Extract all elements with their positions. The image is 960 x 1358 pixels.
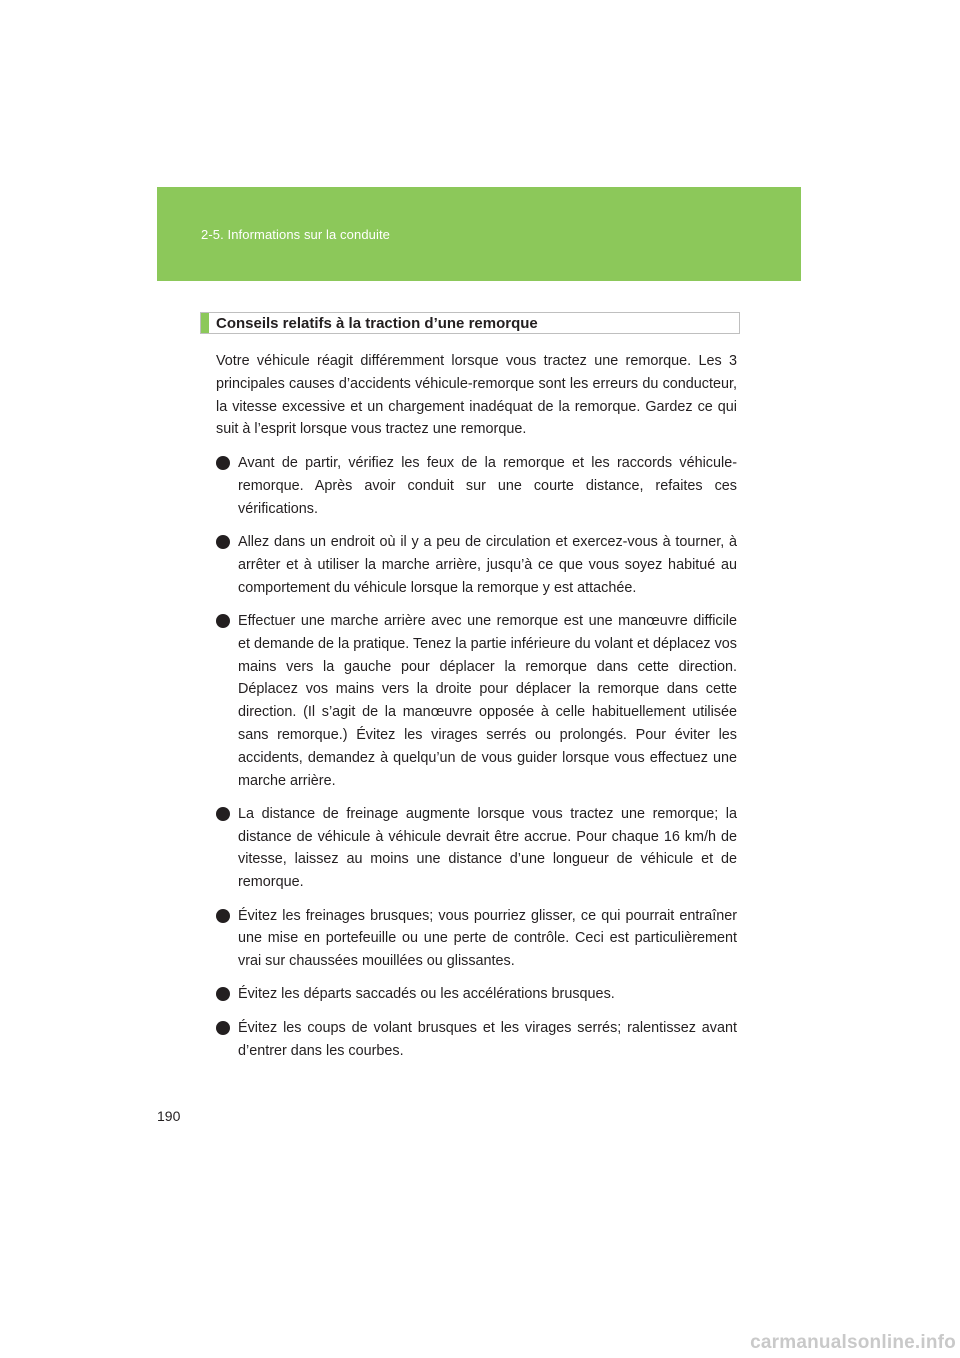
section-body — [216, 350, 737, 1073]
chapter-section-label: 2-5. Informations sur la conduite — [201, 227, 391, 242]
list-item — [216, 1017, 737, 1063]
bullet-dot-icon — [216, 987, 230, 1001]
section-title: Conseils relatifs à la traction d’une remorque — [216, 314, 538, 332]
list-item-text: Avant de partir, vérifiez les feux de la remorque et les raccords véhicule-remorque. Après avoir conduit sur une courte distance, refaites ces vérifications. — [238, 455, 737, 517]
intro-paragraph: Votre véhicule réagit différemment lorsque vous tractez une remorque. Les 3 principales causes d’accidents véhicule-remorque sont les erreurs du conducteur, la vitesse excessive et un chargement inadéquat de la remorque. Gardez ce qui suit à l’esprit lorsque vous tractez une remorque. — [216, 353, 737, 438]
section-heading-box — [200, 312, 740, 334]
list-item — [216, 531, 737, 599]
list-item-text: Effectuer une marche arrière avec une remorque est une manœuvre difficile et demande de la pratique. Tenez la partie inférieure du volant et déplacez vos mains vers la gauche pour déplacer la remorque dans cette direction. Déplacez vos mains vers la droite pour déplacer la remorque dans cette direction. (Il s’agit de la manœuvre opposée à celle habituellement utilisée sans remorque.) Évitez les virages serrés ou prolongés. Pour éviter les accidents, demandez à quelqu’un de vous guider lorsque vous effectuez une marche arrière. — [238, 612, 737, 789]
list-item-text: Évitez les freinages brusques; vous pourriez glisser, ce qui pourrait entraîner une mise en portefeuille ou une perte de contrôle. Ceci est particulièrement vrai sur chaussées mouillées ou glissantes. — [238, 907, 737, 970]
tips-list — [216, 452, 737, 1062]
bullet-dot-icon — [216, 1021, 230, 1035]
bullet-dot-icon — [216, 456, 230, 470]
list-item-text: Allez dans un endroit où il y a peu de circulation et exercez-vous à tourner, à arrêter et à utiliser la marche arrière, jusqu’à ce que vous soyez habitué au comportement du véhicule lorsque la remorque y est attachée. — [238, 534, 737, 596]
list-item — [216, 803, 737, 894]
bullet-dot-icon — [216, 614, 230, 628]
list-item-text: La distance de freinage augmente lorsque vous tractez une remorque; la distance de véhicule à véhicule devrait être accrue. Pour chaque 16 km/h de vitesse, laissez au moins une distance d’une longueur de véhicule et de remorque. — [238, 805, 737, 891]
bullet-dot-icon — [216, 535, 230, 549]
chapter-header-band — [157, 187, 801, 281]
list-item — [216, 983, 737, 1006]
page-number: 190 — [157, 1108, 181, 1124]
list-item-text: Évitez les coups de volant brusques et les virages serrés; ralentissez avant d’entrer dans les courbes. — [238, 1019, 737, 1059]
site-watermark: carmanualsonline.info — [750, 1332, 956, 1353]
bullet-dot-icon — [216, 909, 230, 923]
list-item — [216, 452, 737, 520]
list-item — [216, 905, 737, 973]
list-item — [216, 610, 737, 792]
heading-accent-marker — [201, 313, 209, 333]
list-item-text: Évitez les départs saccadés ou les accélérations brusques. — [238, 986, 615, 1003]
bullet-dot-icon — [216, 807, 230, 821]
